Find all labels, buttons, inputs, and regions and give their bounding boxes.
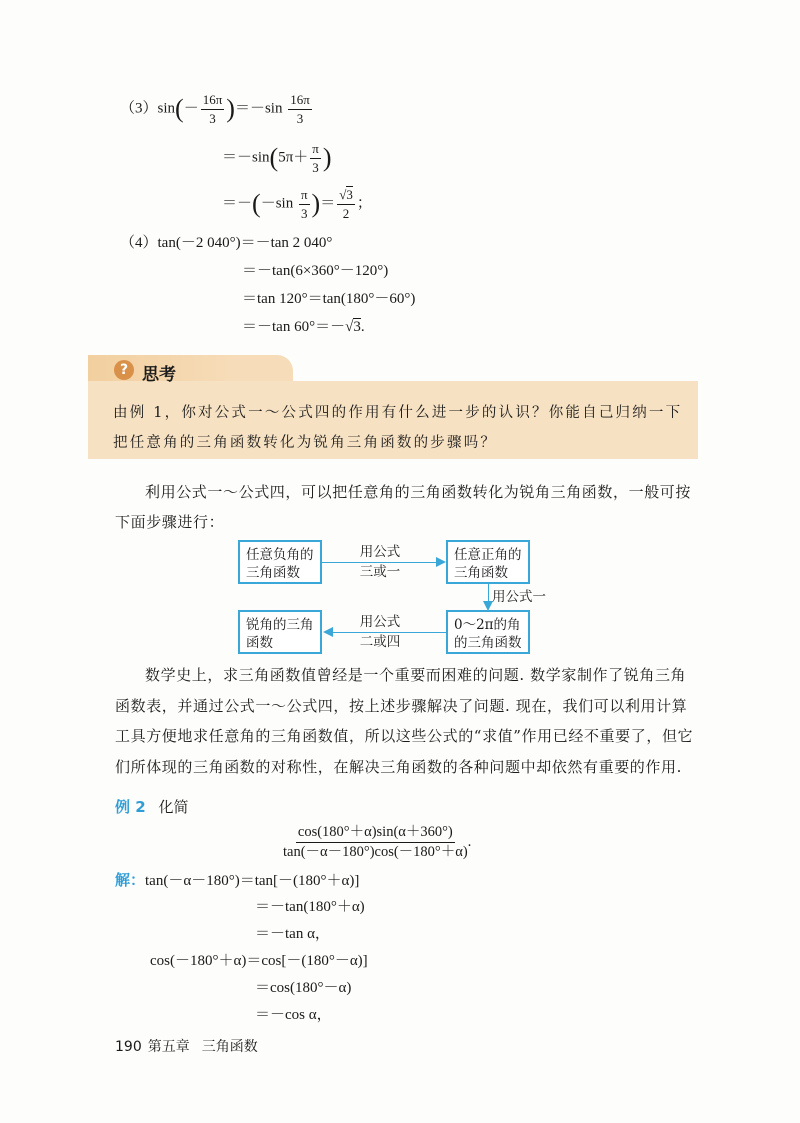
part3-line3: ＝－(－sin $\frac{\pi}{3}$ )＝ $\frac{√3}{2}$ ； [222, 187, 372, 221]
question-icon: ? [114, 360, 134, 380]
chapter-label: 第五章 [147, 1039, 190, 1055]
fraction: $\frac{\pi}{3}$ [300, 187, 308, 221]
flow-box-0-2pi-angle: 0～2π的角的三角函数 [446, 610, 530, 654]
flow-box-positive-angle: 任意正角的三角函数 [446, 540, 530, 584]
think-text: 由例 1，你对公式一～公式四的作用有什么进一步的认识？你能自己归纳一下把任意角的三角函数转化为锐角三角函数的步骤吗？ [113, 405, 683, 451]
arrow-left-icon [323, 627, 333, 637]
flow-arrow-2-line [488, 584, 489, 602]
fraction: $\frac{√3}{2}$ [339, 187, 353, 221]
fraction: $\frac{\cos(180^\circ+\alpha)\sin(\alpha+360^\circ)}{\tan(-\alpha-180^\circ)\cos(-180^\circ+\alpha)}$ [283, 824, 468, 861]
example-title: 化简 [158, 798, 189, 816]
solution-line6: ＝－cos α， [255, 1007, 332, 1023]
page-number: 190 [115, 1039, 142, 1055]
flow-arrow-3-label-top: 用公式 [359, 614, 401, 630]
part3-line2: ＝－sin(5π＋ $\frac{\pi}{3}$ ) [222, 141, 332, 175]
part4-label: （4） [120, 235, 158, 251]
think-title: 思考 [142, 365, 176, 385]
paragraph-intro: 利用公式一～公式四，可以把任意角的三角函数转化为锐角三角函数，一般可按下面步骤进行： [115, 483, 692, 531]
part3-label: （3） [120, 100, 158, 117]
part3-line1: （3）sin(－ $\frac{16\pi}{3}$ )＝－sin $\frac{16\pi}{3}$ [120, 92, 310, 126]
flow-box-acute-angle: 锐角的三角函数 [238, 610, 322, 654]
flow-arrow-2-label: 用公式一 [492, 589, 546, 605]
solution-label: 解： [115, 871, 146, 889]
flow-arrow-1-label-top: 用公式 [359, 544, 401, 560]
flow-arrow-3-label-bottom: 二或四 [359, 634, 401, 650]
solution-line4: cos(－180°＋α)＝cos[－(180°－α)] [150, 953, 368, 969]
solution-line1: 解：tan(－α－180°)＝tan[－(180°＋α)] [115, 871, 360, 889]
solution-line5: ＝cos(180°－α) [255, 980, 352, 996]
page-footer [115, 1036, 258, 1056]
example-label: 例 2 [115, 798, 146, 816]
arrow-right-icon [436, 557, 446, 567]
paragraph-history: 数学史上，求三角函数值曾经是一个重要而困难的问题. 数学家制作了锐角三角函数表，并通过公式一～公式四，按上述步骤解决了问题. 现在，我们可以利用计算工具方便地求任意角的三角函数值，所以这些公式的“求值”作用已经不重要了，但它们所体现的三角函数的对称性，在解决三角函数的各种问题中却依然有重要的作用. [115, 666, 694, 776]
solution-line3: ＝－tan α， [255, 926, 330, 942]
flow-arrow-1-label-bottom: 三或一 [359, 564, 401, 580]
fraction: $\frac{16\pi}{3}$ [290, 92, 310, 126]
fraction: $\frac{\pi}{3}$ [312, 141, 319, 175]
solution-line2: ＝－tan(180°＋α) [255, 899, 365, 915]
example2-heading [115, 800, 188, 815]
chapter-topic: 三角函数 [201, 1039, 258, 1055]
flow-box-negative-angle: 任意负角的三角函数 [238, 540, 322, 584]
part4-line2: ＝－tan(6×360°－120°) [242, 263, 389, 279]
part4-line3: ＝tan 120°＝tan(180°－60°) [242, 291, 416, 307]
part4-line4: ＝－tan 60°＝－√3. [242, 319, 365, 335]
example2-expression: $\frac{\cos(180^\circ+\alpha)\sin(\alpha+360^\circ)}{\tan(-\alpha-180^\circ)\cos(-180^\circ+\alpha)}$ . [283, 824, 472, 861]
fraction: $\frac{16\pi}{3}$ [202, 92, 223, 126]
part4-line1: （4）tan(－2 040°)＝－tan 2 040° [120, 235, 333, 251]
